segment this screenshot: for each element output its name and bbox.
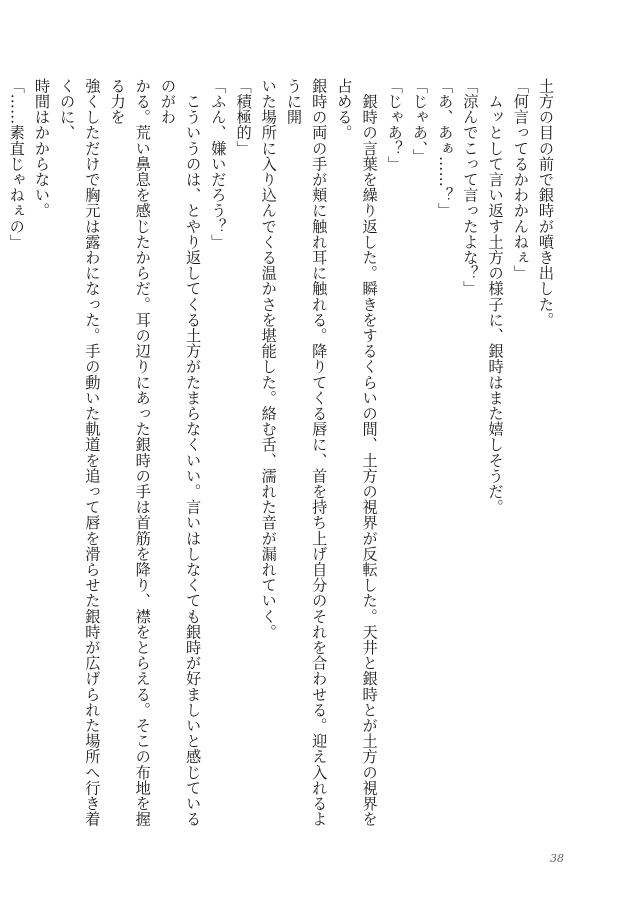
text-line: 「積極的」 — [234, 78, 253, 156]
text-line: 「じゃあ、」 — [410, 78, 429, 164]
text-line: こういうのは、とやり返してくる土方がたまらなくいい。言いはしなくても銀時が好ましいと感じているのがわ — [158, 78, 203, 827]
text-line: ムッとして言い返す土方の様子に、銀時はまた嬉しそうだ。 — [486, 78, 505, 515]
text-line: 「涼んでこって言ったよな？」 — [461, 78, 480, 297]
text-line: 「あ、あぁ……？」 — [436, 78, 455, 219]
text-line — [0, 78, 4, 838]
text-line: 土方の目の前で銀時が噴き出した。 — [537, 78, 555, 328]
page-number: 38 — [550, 852, 564, 865]
text-line: 銀時の言葉を繰り返した。瞬きをするくらいの間、土方の視界が反転した。天井と銀時とが土方の視界を占める。 — [335, 78, 379, 827]
text-line: 「何言ってるかわかんねぇ」 — [511, 78, 530, 281]
text-line: いた場所に入り込んでくる温かさを堪能した。絡む舌、濡れた音が漏れていく。 — [259, 78, 278, 640]
text-line: 強くしただけで胸元は露わになった。手の動いた軌道を追って唇を滑らせた銀時が広げられた場所へ行き着くのに、 — [58, 78, 102, 827]
text-line: 銀時の両の手が頬に触れ耳に触れる。降りてくる唇に、首を持ち上げ自分のそれを合わせる。迎え入れるように開 — [284, 78, 329, 827]
text-line: かる。荒い鼻息を感じたからだ。耳の辺りにあった銀時の手は首筋を降り、襟をとらえる。そこの布地を握る力を — [108, 78, 152, 827]
text-line: 「じゃあ？」 — [385, 78, 404, 172]
text-line: 「……素直じゃねぇの」 — [7, 78, 26, 250]
text-line: 時間はかからない。 — [32, 78, 51, 219]
vertical-text-block — [7, 78, 558, 838]
text-line: 「ふん、嫌いだろう？」 — [209, 78, 228, 250]
